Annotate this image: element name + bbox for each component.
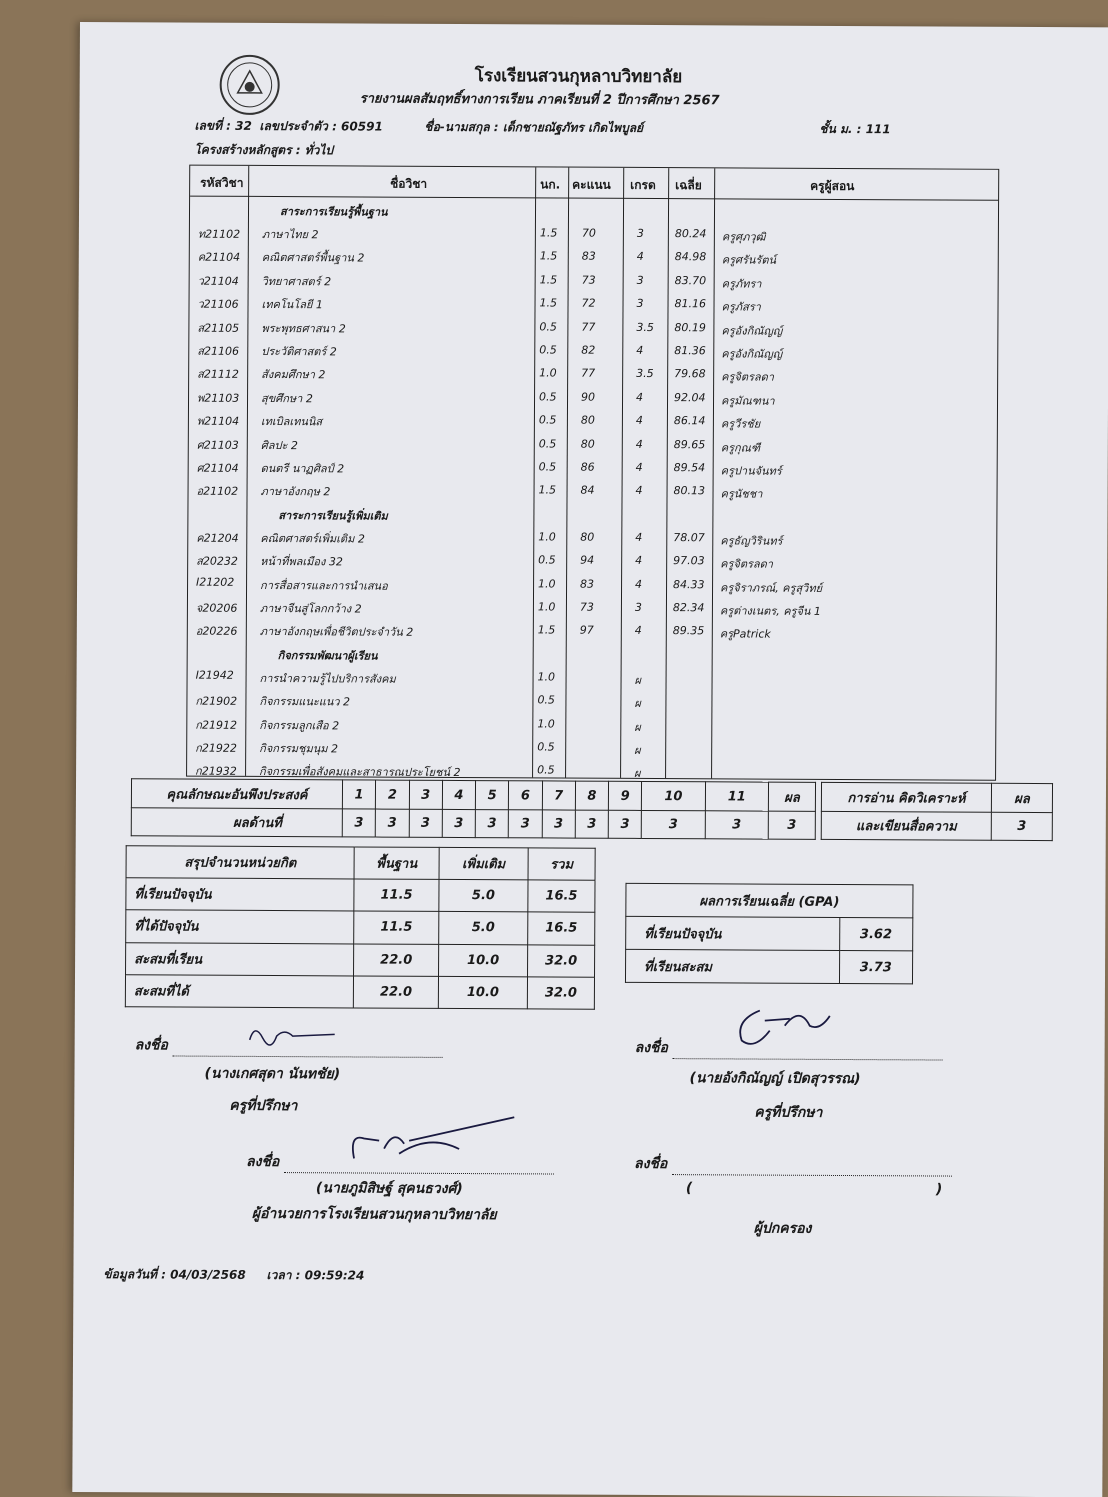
traits-table — [131, 778, 816, 840]
cell-name: ดนตรี นาฏศิลป์ 2 — [260, 461, 345, 476]
cell-name: กิจกรรมลูกเสือ 2 — [259, 718, 340, 732]
cell-code: ศ21104 — [196, 461, 239, 475]
cell-teacher: ครูศุภวุฒิ — [721, 230, 766, 244]
cell-credit: 0.5 — [538, 553, 556, 567]
cell-teacher: ครูศรันรัตน์ — [721, 253, 777, 268]
cell-avg: 97.03 — [673, 554, 705, 568]
cell-avg: 86.14 — [673, 414, 706, 428]
sign-label: ลงชื่อ — [245, 1153, 280, 1171]
trait-val: 3 — [542, 810, 575, 838]
cell-credit: 0.5 — [538, 437, 557, 451]
cell-teacher: ครูนัชชา — [720, 487, 763, 501]
cell-name: สุขศึกษา 2 — [260, 391, 313, 406]
cell-score: 82 — [581, 343, 596, 357]
cell-credit: 1.0 — [537, 670, 556, 684]
gpa-label: ที่เรียนสะสม — [625, 949, 839, 983]
traits-result-label: ผลด้านที่ — [131, 808, 342, 837]
signature-advisor1 — [245, 1018, 365, 1049]
student-id: เลขประจำตัว : 60591 — [259, 118, 383, 134]
parent-open: ( — [685, 1180, 693, 1197]
reading-val: 3 — [991, 812, 1052, 840]
cell-avg: 89.54 — [673, 461, 706, 475]
cell-score: 73 — [579, 600, 594, 614]
cell-grade: ผ — [634, 673, 642, 687]
credits-cell: 11.5 — [354, 879, 439, 912]
trait-val: 3 — [608, 810, 641, 838]
cell-score: 90 — [581, 390, 596, 404]
trait-result: 3 — [768, 811, 815, 839]
cell-name: การสื่อสารและการนำเสนอ — [260, 578, 388, 593]
school-title: โรงเรียนสวนกุหลาบวิทยาลัย — [474, 66, 683, 88]
school-seal-icon — [220, 55, 280, 115]
cell-code: ว21106 — [197, 297, 239, 312]
cell-name: ประวัติศาสตร์ 2 — [261, 344, 337, 359]
cell-name: สังคมศึกษา 2 — [261, 368, 326, 382]
cell-avg: 81.36 — [674, 344, 706, 358]
col-avg: เฉลี่ย — [675, 178, 702, 193]
cell-code: ส20232 — [196, 554, 238, 569]
report-title: รายงานผลสัมฤทธิ์ทางการเรียน ภาคเรียนที่ 2 ปีการศึกษา 2567 — [359, 91, 720, 109]
cell-grade: 3.5 — [636, 367, 654, 381]
trait-val: 3 — [575, 810, 608, 838]
cell-grade: ผ — [634, 743, 641, 757]
col-name: ชื่อวิชา — [390, 176, 428, 191]
cell-teacher: ครูมัณฑนา — [720, 394, 775, 408]
gpa-cumulative: 3.73 — [839, 950, 913, 983]
cell-teacher: ครูธัญวิรินทร์ — [720, 534, 783, 548]
advisor2-name: (นายอังกิณัญญ์ เปิดสุวรรณ) — [689, 1070, 861, 1088]
cell-grade: 4 — [635, 414, 643, 428]
cell-credit: 1.0 — [538, 530, 556, 544]
cell-credit: 0.5 — [537, 693, 555, 707]
cell-avg: 78.07 — [673, 530, 705, 545]
credits-cell: 5.0 — [439, 880, 528, 913]
credits-col: รวม — [528, 848, 595, 881]
credits-row-label: สะสมที่เรียน — [126, 942, 354, 975]
cell-code: ก21922 — [195, 741, 237, 755]
cell-credit: 0.5 — [537, 763, 555, 777]
cell-score: 80 — [580, 437, 595, 451]
cell-name: วิทยาศาสตร์ 2 — [261, 274, 332, 289]
cell-teacher: ครูกุณฑี — [720, 440, 761, 455]
cell-score: 80 — [580, 413, 595, 427]
cell-code: ว21104 — [197, 274, 239, 288]
cell-name: กิจกรรมแนะแนว 2 — [259, 695, 351, 709]
cell-name: คณิตศาสตร์เพิ่มเติม 2 — [260, 531, 365, 546]
trait-val: 3 — [642, 810, 705, 838]
cell-grade: ผ — [634, 720, 641, 734]
cell-avg: 84.33 — [673, 577, 705, 591]
cell-credit: 1.5 — [539, 273, 558, 287]
cell-grade: ผ — [634, 767, 641, 781]
cell-code: ท21102 — [197, 227, 241, 241]
reading-table — [821, 782, 1053, 841]
cell-name: ภาษาจีนสู่โลกกว้าง 2 — [259, 601, 362, 616]
cell-credit: 1.5 — [537, 623, 556, 637]
cell-credit: 1.0 — [537, 600, 556, 614]
cell-grade: 4 — [636, 343, 644, 357]
cell-name: เทคโนโลยี 1 — [261, 298, 323, 312]
gpa-title: ผลการเรียนเฉลี่ย (GPA) — [626, 883, 913, 918]
trait-num: 10 — [642, 781, 705, 810]
trait-num: 9 — [609, 781, 642, 810]
cell-grade: 4 — [636, 250, 644, 264]
cell-score: 70 — [581, 226, 596, 240]
trait-num: 6 — [509, 781, 542, 810]
cell-name: ภาษาอังกฤษเพื่อชีวิตประจำวัน 2 — [259, 625, 414, 640]
cell-credit: 1.5 — [539, 296, 558, 310]
trait-num: 3 — [409, 780, 442, 809]
cell-grade: 4 — [634, 624, 642, 638]
footer — [103, 1265, 364, 1285]
cell-credit: 1.5 — [539, 249, 558, 263]
col-credit: นก. — [540, 177, 561, 192]
cell-name: ภาษาไทย 2 — [261, 227, 319, 242]
reading-head: ผล — [991, 783, 1052, 812]
credits-title: สรุปจำนวนหน่วยกิต — [126, 846, 354, 879]
trait-num: 8 — [575, 781, 608, 810]
cell-avg: 89.65 — [673, 437, 706, 451]
credits-row-label: ที่เรียนปัจจุบัน — [126, 878, 354, 911]
cell-code: ศ21103 — [196, 438, 239, 452]
director-role: ผู้อำนวยการโรงเรียนสวนกุหลาบวิทยาลัย — [251, 1205, 497, 1224]
section-label: สาระการเรียนรู้เพิ่มเติม — [278, 508, 388, 523]
sign-label: ลงชื่อ — [634, 1039, 669, 1057]
traits-label: คุณลักษณะอันพึงประสงค์ — [131, 779, 342, 809]
cell-credit: 1.5 — [538, 483, 557, 497]
cell-avg: 80.13 — [673, 484, 706, 498]
sign-label: ลงชื่อ — [633, 1155, 668, 1173]
signature-advisor2 — [730, 1000, 840, 1056]
section-label: สาระการเรียนรู้พื้นฐาน — [279, 205, 388, 219]
advisor2-role: ครูที่ปรึกษา — [754, 1104, 823, 1121]
cell-code: ส21105 — [197, 321, 240, 335]
credits-cell: 10.0 — [438, 944, 527, 977]
cell-name: เทเบิลเทนนิส — [260, 415, 323, 429]
parent-role: ผู้ปกครอง — [753, 1220, 812, 1237]
cell-avg: 84.98 — [674, 250, 707, 264]
col-score: คะแนน — [572, 177, 611, 192]
section-label: กิจกรรมพัฒนาผู้เรียน — [277, 648, 378, 663]
cell-score: 83 — [580, 577, 595, 591]
trait-result-head: ผล — [768, 782, 815, 811]
cell-name: ศิลปะ 2 — [260, 438, 298, 452]
credits-cell: 16.5 — [528, 880, 595, 913]
cell-grade: 3 — [636, 273, 644, 287]
cell-teacher: ครูอังกิณัญญ์ — [721, 323, 783, 338]
trait-num: 4 — [442, 780, 475, 809]
sign-line-parent — [634, 1153, 952, 1177]
cell-name: กิจกรรมเพื่อสังคมและสาธารณประโยชน์ 2 — [259, 765, 461, 780]
cell-score: 73 — [581, 273, 596, 287]
cell-grade: 3 — [636, 226, 644, 240]
col-grade: เกรด — [630, 177, 656, 193]
trait-num: 1 — [342, 780, 375, 809]
cell-credit: 1.0 — [537, 716, 555, 731]
report-sheet — [72, 22, 1108, 1497]
credits-cell: 22.0 — [354, 976, 439, 1009]
trait-val: 3 — [509, 810, 542, 838]
credits-cell: 32.0 — [528, 944, 595, 977]
trait-val: 3 — [342, 809, 375, 837]
cell-teacher: ครูจิราภรณ์, ครูสุวิทย์ — [720, 580, 823, 595]
cell-credit: 1.5 — [539, 226, 558, 240]
col-teacher: ครูผู้สอน — [810, 178, 855, 194]
parent-close: ) — [935, 1181, 943, 1198]
cell-credit: 0.5 — [538, 413, 557, 427]
cell-code: ส21112 — [197, 368, 239, 382]
footer-date: ข้อมูลวันที่ : 04/03/2568 — [103, 1267, 246, 1282]
cell-avg: 79.68 — [674, 367, 706, 381]
cell-grade: 3.5 — [636, 320, 654, 334]
director-name: (นายภูมิสิษฐ์ สุคนธวงศ์) — [315, 1180, 463, 1198]
cell-score: 72 — [581, 296, 596, 310]
cell-name: การนำความรู้ไปบริการสังคม — [259, 671, 396, 686]
cell-score: 83 — [581, 250, 596, 264]
gpa-label: ที่เรียนปัจจุบัน — [626, 916, 840, 950]
cell-grade: ผ — [634, 697, 641, 711]
cell-avg: 80.24 — [674, 227, 707, 241]
cell-grade: 4 — [635, 577, 643, 591]
credits-row-label: สะสมที่ได้ — [125, 975, 353, 1008]
cell-score: 86 — [580, 460, 595, 474]
cell-code: อ20226 — [195, 625, 238, 639]
cell-teacher: ครูอังกิณัญญ์ — [721, 347, 783, 361]
cell-teacher: ครูภัทรา — [721, 277, 762, 291]
cell-score: 84 — [580, 484, 595, 498]
credits-table — [125, 845, 596, 1009]
cell-avg: 82.34 — [672, 601, 705, 615]
cell-teacher: ครูPatrick — [719, 627, 771, 642]
sign-label: ลงชื่อ — [134, 1037, 169, 1054]
trait-val: 3 — [376, 809, 409, 837]
cell-name: พระพุทธศาสนา 2 — [261, 321, 346, 335]
student-class: ชั้น ม. : 111 — [819, 121, 891, 137]
cell-credit: 0.5 — [538, 460, 557, 474]
col-code: รหัสวิชา — [200, 175, 244, 190]
cell-avg: 92.04 — [674, 390, 706, 405]
cell-name: กิจกรรมชุมนุม 2 — [259, 741, 339, 756]
trait-val: 3 — [475, 810, 508, 838]
cell-grade: 4 — [635, 554, 643, 568]
cell-name: ภาษาอังกฤษ 2 — [260, 485, 331, 499]
credits-cell: 32.0 — [527, 977, 594, 1010]
cell-avg: 80.19 — [674, 320, 706, 334]
cell-avg: 83.70 — [674, 273, 707, 288]
cell-code: I21202 — [196, 575, 235, 589]
cell-teacher: ครูภัสรา — [721, 300, 761, 314]
cell-teacher: ครูวีรชัย — [720, 417, 761, 431]
grades-table — [186, 165, 999, 781]
credits-cell: 5.0 — [439, 912, 528, 945]
signature-director — [339, 1108, 519, 1174]
student-name: ชื่อ-นามสกุล : เด็กชายณัฐภัทร เกิดไพบูลย์ — [424, 119, 644, 135]
credits-cell: 16.5 — [528, 912, 595, 945]
cell-teacher: ครูปานจันทร์ — [720, 464, 782, 478]
cell-name: คณิตศาสตร์พื้นฐาน 2 — [261, 251, 365, 265]
cell-code: ค21104 — [197, 251, 241, 265]
cell-credit: 1.0 — [538, 576, 556, 591]
cell-code: พ21103 — [196, 391, 240, 405]
footer-time: เวลา : 09:59:24 — [266, 1267, 365, 1283]
cell-code: ค21204 — [196, 531, 239, 545]
cell-credit: 1.0 — [539, 366, 557, 380]
cell-credit: 0.5 — [539, 390, 557, 404]
trait-num: 7 — [542, 781, 575, 810]
gpa-table — [625, 883, 914, 985]
credits-cell: 22.0 — [354, 944, 439, 977]
cell-grade: 4 — [635, 530, 643, 544]
cell-code: อ21102 — [196, 485, 239, 499]
cell-credit: 0.5 — [537, 740, 555, 754]
cell-credit: 0.5 — [539, 320, 557, 334]
trait-num: 11 — [705, 782, 769, 811]
reading-label-2: และเขียนสื่อความ — [821, 811, 991, 840]
advisor1-role: ครูที่ปรึกษา — [229, 1097, 298, 1115]
cell-score: 97 — [579, 624, 594, 638]
trait-val: 3 — [442, 809, 475, 837]
reading-label-1: การอ่าน คิดวิเคราะห์ — [821, 782, 991, 812]
cell-teacher: ครูต่างเนตร, ครูจีน 1 — [719, 604, 821, 618]
cell-credit: 0.5 — [539, 343, 557, 357]
gpa-current: 3.62 — [839, 917, 913, 950]
cell-grade: 3 — [636, 297, 644, 311]
credits-cell: 10.0 — [438, 976, 527, 1009]
advisor1-name: (นางเกศสุดา นันทชัย) — [204, 1065, 341, 1083]
cell-code: ก21902 — [195, 694, 238, 709]
trait-num: 5 — [475, 781, 508, 810]
cell-grade: 3 — [634, 600, 642, 614]
cell-name: หน้าที่พลเมือง 32 — [260, 555, 343, 569]
trait-val: 3 — [705, 811, 769, 839]
cell-score: 77 — [581, 320, 596, 334]
table-header — [190, 166, 998, 201]
credits-row-label: ที่ได้ปัจจุบัน — [126, 910, 354, 943]
cell-score: 80 — [580, 530, 595, 544]
cell-teacher: ครูจิตรลดา — [720, 557, 774, 571]
cell-teacher: ครูจิตรลดา — [721, 370, 775, 385]
cell-code: จ20206 — [195, 601, 238, 615]
cell-code: ส21106 — [197, 344, 240, 358]
cell-code: I21942 — [195, 668, 234, 682]
cell-score: 94 — [580, 553, 595, 567]
credits-cell: 11.5 — [354, 911, 439, 944]
cell-grade: 4 — [635, 460, 643, 474]
cell-code: ก21932 — [195, 765, 237, 779]
trait-num: 2 — [376, 780, 409, 809]
cell-avg: 89.35 — [672, 624, 705, 638]
credits-col: พื้นฐาน — [354, 847, 439, 880]
trait-val: 3 — [409, 809, 442, 837]
cell-grade: 4 — [635, 437, 643, 451]
student-number: เลขที่ : 32 — [194, 118, 252, 133]
cell-code: ก21912 — [195, 718, 238, 732]
curriculum: โครงสร้างหลักสูตร : ทั่วไป — [194, 142, 334, 158]
cell-avg: 81.16 — [674, 297, 707, 311]
credits-col: เพิ่มเติม — [439, 847, 528, 880]
cell-code: พ21104 — [196, 414, 240, 429]
cell-score: 77 — [581, 367, 596, 381]
cell-grade: 4 — [636, 390, 644, 404]
cell-grade: 4 — [635, 484, 643, 498]
